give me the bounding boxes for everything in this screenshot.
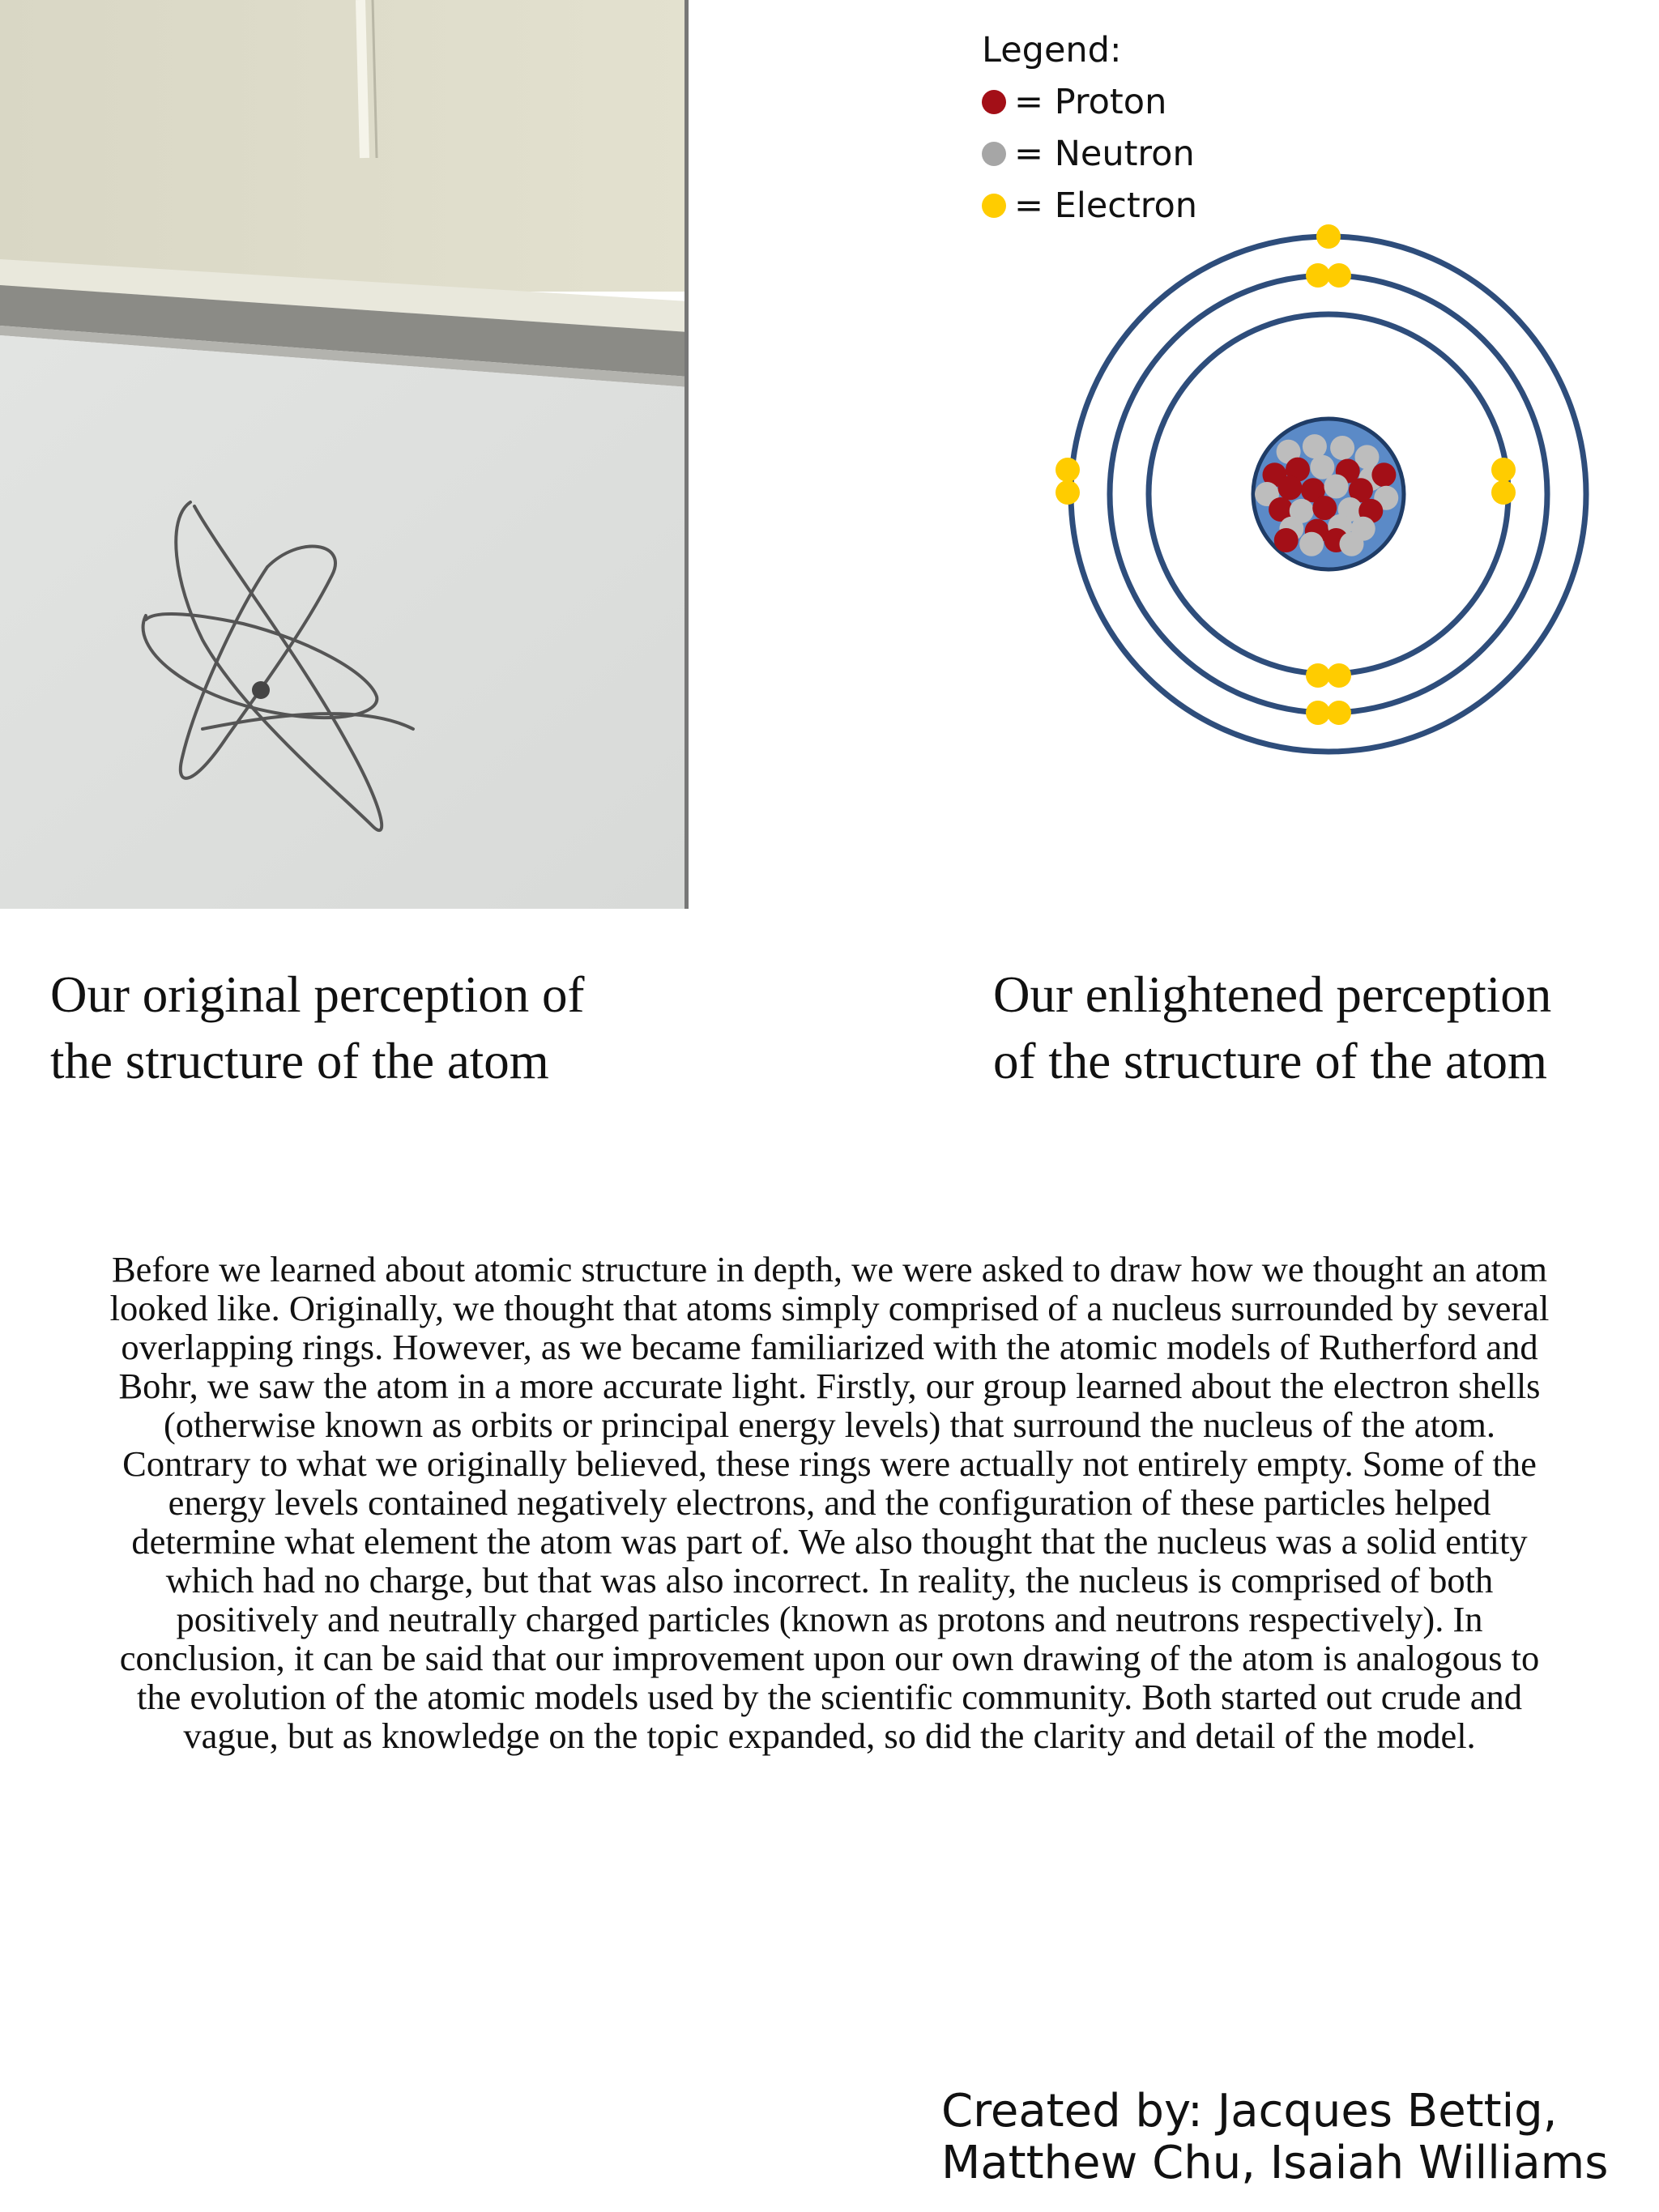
whiteboard-atom-photo <box>0 0 689 909</box>
paragraph-line: positively and neutrally charged particles (known as protons and neutrons respectively). In <box>176 1599 1483 1639</box>
electron-dot-icon <box>982 194 1006 218</box>
paragraph-line: (otherwise known as orbits or principal energy levels) that surround the nucleus of the atom. <box>163 1404 1496 1445</box>
credits-line: Created by: Jacques Bettig, <box>941 2085 1558 2137</box>
explanation-paragraph <box>19 1250 1640 1755</box>
neutron-particle <box>1299 532 1324 556</box>
neutron-particle <box>1330 436 1354 460</box>
legend-label: = Electron <box>1014 185 1198 226</box>
neutron-particle <box>1303 434 1327 458</box>
enlightened-perception-caption <box>993 961 1641 1094</box>
neutron-particle <box>1340 532 1364 556</box>
electron-particle <box>1327 701 1351 725</box>
electron-particle <box>1327 663 1351 688</box>
paragraph-line: vague, but as knowledge on the topic expanded, so did the clarity and detail of the model. <box>183 1715 1476 1756</box>
original-perception-caption <box>50 961 698 1094</box>
electron-particle <box>1316 224 1341 249</box>
legend-title: Legend: <box>982 30 1122 70</box>
neutron-particle <box>1324 475 1349 499</box>
paragraph-line: overlapping rings. However, as we became familiarized with the atomic models of Rutherford and <box>121 1327 1538 1367</box>
electron-particle <box>1306 263 1330 288</box>
electron-particle <box>1056 480 1080 505</box>
whiteboard <box>0 335 689 909</box>
electron-particle <box>1491 480 1516 505</box>
legend <box>982 24 1197 232</box>
caption-line: Our original perception of <box>50 966 585 1023</box>
paragraph-line: energy levels contained negatively electrons, and the configuration of these particles helped <box>168 1482 1491 1523</box>
paragraph-line: Bohr, we saw the atom in a more accurate light. Firstly, our group learned about the electron shells <box>118 1366 1541 1406</box>
sketch-nucleus <box>252 681 270 699</box>
paragraph-line: the evolution of the atomic models used by the scientific community. Both started out crude and <box>137 1677 1522 1717</box>
paragraph-line: Before we learned about atomic structure in depth, we were asked to draw how we thought an atom <box>112 1249 1547 1289</box>
paragraph-line: Contrary to what we originally believed, these rings were actually not entirely empty. Some of the <box>122 1443 1537 1484</box>
legend-item-proton <box>982 76 1197 128</box>
bohr-model-diagram <box>1029 202 1628 786</box>
credits-line: Matthew Chu, Isaiah Williams <box>941 2137 1609 2189</box>
legend-label: = Neutron <box>1014 134 1195 174</box>
electron-particle <box>1491 458 1516 482</box>
electron-particle <box>1306 701 1330 725</box>
paragraph-line: determine what element the atom was part of. We also thought that the nucleus was a solid entity <box>131 1521 1528 1562</box>
wall-seam <box>360 0 365 158</box>
proton-particle <box>1371 462 1396 487</box>
legend-item-neutron <box>982 128 1197 180</box>
proton-dot-icon <box>982 90 1006 114</box>
electron-particle <box>1327 263 1351 288</box>
electron-particle <box>1306 663 1330 688</box>
neutron-dot-icon <box>982 142 1006 166</box>
electron-particle <box>1056 458 1080 482</box>
legend-label: = Proton <box>1014 82 1167 122</box>
paragraph-line: looked like. Originally, we thought that atoms simply comprised of a nucleus surrounded by several <box>109 1288 1550 1328</box>
proton-particle <box>1274 528 1299 552</box>
paragraph-line: which had no charge, but that was also incorrect. In reality, the nucleus is comprised of both <box>165 1560 1494 1600</box>
wall <box>0 0 689 292</box>
proton-particle <box>1278 475 1303 500</box>
caption-line: Our enlightened perception <box>993 966 1552 1023</box>
paragraph-line: conclusion, it can be said that our improvement upon our own drawing of the atom is analogous to <box>119 1638 1540 1678</box>
caption-line: of the structure of the atom <box>993 1033 1548 1089</box>
credits <box>941 2086 1654 2189</box>
caption-line: the structure of the atom <box>50 1033 549 1089</box>
